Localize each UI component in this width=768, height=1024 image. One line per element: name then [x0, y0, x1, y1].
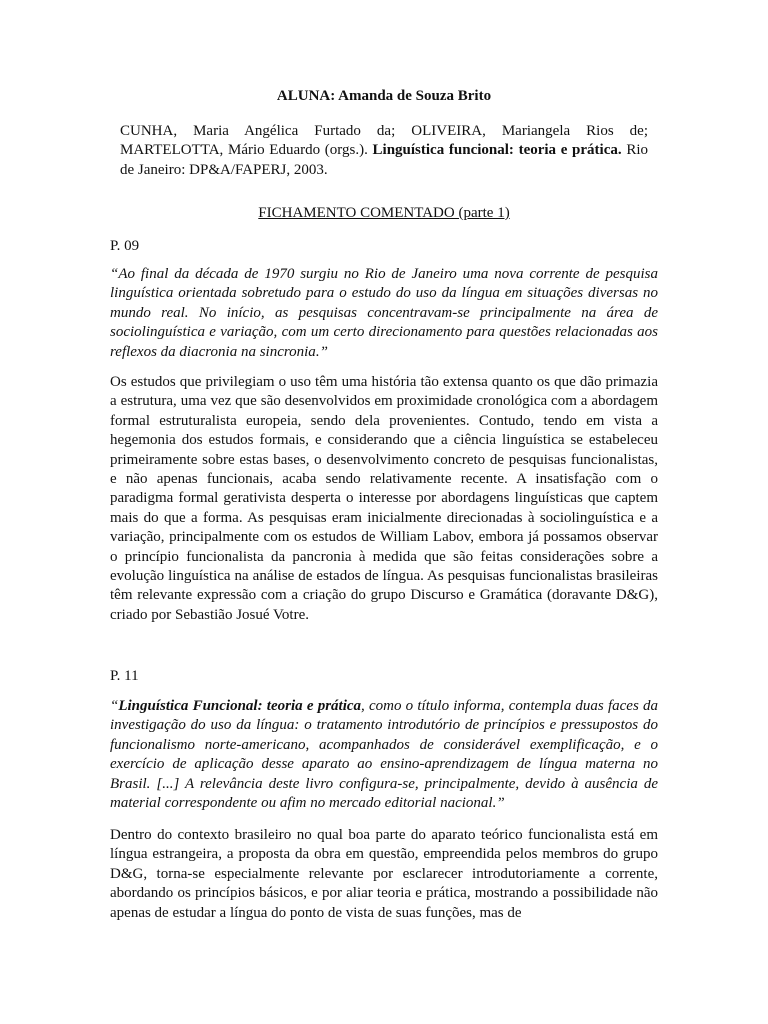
- reference-authors: CUNHA, Maria Angélica Furtado da; OLIVEIRA, Mariangela Rios de; MARTELOTTA, Mário Eduardo (orgs.).: [120, 123, 648, 159]
- bibliographic-reference: [120, 122, 648, 180]
- entry-quote: [110, 697, 658, 813]
- reference-book-title: Linguística funcional: teoria e prática.: [372, 142, 622, 159]
- quote-text: , como o título informa, contempla duas faces da investigação do uso da língua: o tratamento introdutório de princípios e pressupostos do funcionalismo norte-americano, acompanhados de considerável exemplificação, e o exercício de aplicação desse aparato ao ensino-aprendizagem de língua materna no Brasil. [...] A relevância deste livro configura-se, principalmente, devido à ausência de material correspondente ou afim no mercado editorial nacional.: [110, 698, 658, 812]
- entry-page-number: P. 11: [110, 668, 139, 684]
- quote-close-mark: .”: [315, 343, 328, 360]
- quote-close-mark: ”: [496, 795, 505, 812]
- entry-quote: [110, 265, 658, 362]
- section-title: FICHAMENTO COMENTADO (parte 1): [258, 205, 510, 221]
- entry-comment: Dentro do contexto brasileiro no qual boa parte do aparato teórico funcionalista está em língua estrangeira, a proposta da obra em questão, empreendida pelos membros do grupo D&G, torna-se especialmente relevante por esclarecer introdutoriamente a corrente, abordando os princípios básicos, e por aliar teoria e prática, mostrando a possibilidade não apenas de estudar a língua do ponto de vista de suas funções, mas de: [110, 827, 658, 921]
- quote-open-mark: “: [110, 266, 119, 282]
- reference-publisher: Rio de Janeiro: DP&A/FAPERJ, 2003.: [120, 142, 648, 178]
- quote-open-mark: “: [110, 698, 119, 714]
- entry-comment: Os estudos que privilegiam o uso têm uma história tão extensa quanto os que dão primazia a estrutura, uma vez que são desenvolvidos em proximidade cronológica com a abordagem formal estruturalista europeia, sendo dela provenientes. Contudo, tendo em vista a hegemonia dos estudos formais, e considerando que a ciência linguística se estabeleceu primeiramente sobre estas bases, o desenvolvimento concreto de pesquisas funcionalistas, e não apenas funcionais, acaba sendo relativamente recente. A insatisfação com o paradigma formal gerativista desperta o interesse por abordagens linguísticas que captem mais do que a forma. As pesquisas eram inicialmente direcionadas à sociolinguística e a variação, principalmente com os estudos de William Labov, embora já possamos observar o princípio funcionalista da pancronia à medida que são feitas considerações sobre a evolução linguística na análise de estados de língua. As pesquisas funcionalistas brasileiras têm relevante expressão com a criação do grupo Discurso e Gramática (doravante D&G), criado por Sebastião Josué Votre.: [110, 374, 658, 623]
- quote-book-title: Linguística Funcional: teoria e prática: [118, 698, 362, 714]
- student-header: ALUNA: Amanda de Souza Brito: [276, 88, 492, 104]
- entry-page-number: P. 09: [110, 238, 140, 254]
- quote-text: Ao final da década de 1970 surgiu no Rio de Janeiro uma nova corrente de pesquisa linguística orientada sobretudo para o estudo do uso da língua em situações diversas no mundo real. No início, as pesquisas concentravam-se principalmente na área de sociolinguística e variação, com um certo direcionamento para questões relacionadas aos reflexos da diacronia na sincronia: [110, 266, 658, 360]
